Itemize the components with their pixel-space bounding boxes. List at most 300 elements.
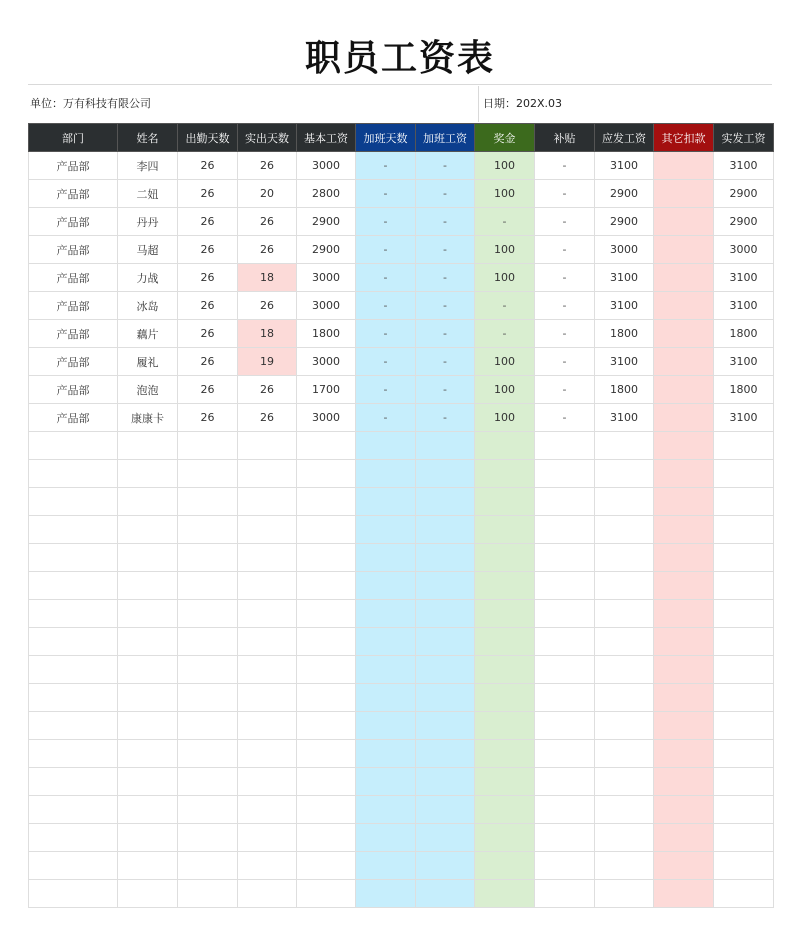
table-cell[interactable]: 产品部 — [29, 320, 118, 348]
empty-cell[interactable] — [654, 796, 714, 824]
table-cell[interactable]: - — [356, 320, 416, 348]
empty-cell[interactable] — [178, 628, 238, 656]
table-cell[interactable]: 3100 — [714, 152, 774, 180]
empty-cell[interactable] — [118, 572, 178, 600]
table-cell[interactable]: 26 — [178, 208, 238, 236]
empty-cell[interactable] — [238, 544, 297, 572]
table-cell[interactable]: 100 — [475, 404, 535, 432]
empty-cell[interactable] — [297, 600, 356, 628]
table-cell[interactable]: 26 — [178, 348, 238, 376]
empty-cell[interactable] — [475, 488, 535, 516]
empty-cell[interactable] — [654, 712, 714, 740]
table-cell[interactable]: 26 — [238, 376, 297, 404]
empty-cell[interactable] — [356, 824, 416, 852]
table-cell[interactable]: - — [535, 152, 595, 180]
table-cell[interactable]: - — [416, 152, 475, 180]
empty-cell[interactable] — [178, 796, 238, 824]
empty-cell[interactable] — [535, 852, 595, 880]
empty-cell[interactable] — [654, 740, 714, 768]
table-cell[interactable]: 1800 — [714, 376, 774, 404]
table-cell[interactable]: 100 — [475, 152, 535, 180]
empty-cell[interactable] — [29, 712, 118, 740]
empty-cell[interactable] — [416, 488, 475, 516]
table-cell[interactable]: - — [475, 208, 535, 236]
empty-cell[interactable] — [178, 432, 238, 460]
empty-cell[interactable] — [29, 432, 118, 460]
empty-cell[interactable] — [535, 880, 595, 908]
table-cell[interactable]: 3100 — [714, 348, 774, 376]
empty-cell[interactable] — [475, 768, 535, 796]
table-cell[interactable]: - — [535, 348, 595, 376]
empty-cell[interactable] — [535, 460, 595, 488]
table-cell[interactable]: 3100 — [595, 264, 654, 292]
table-cell[interactable]: - — [535, 320, 595, 348]
table-cell[interactable]: - — [416, 404, 475, 432]
table-cell[interactable]: 3100 — [595, 348, 654, 376]
empty-cell[interactable] — [595, 740, 654, 768]
table-cell[interactable]: 力战 — [118, 264, 178, 292]
empty-cell[interactable] — [475, 544, 535, 572]
table-cell[interactable]: 藕片 — [118, 320, 178, 348]
empty-cell[interactable] — [297, 824, 356, 852]
empty-cell[interactable] — [595, 572, 654, 600]
empty-cell[interactable] — [356, 880, 416, 908]
empty-cell[interactable] — [595, 712, 654, 740]
table-cell[interactable]: - — [535, 180, 595, 208]
table-cell[interactable] — [654, 152, 714, 180]
empty-cell[interactable] — [416, 796, 475, 824]
table-cell[interactable]: - — [416, 320, 475, 348]
empty-cell[interactable] — [535, 768, 595, 796]
empty-cell[interactable] — [595, 460, 654, 488]
empty-cell[interactable] — [714, 740, 774, 768]
empty-cell[interactable] — [475, 796, 535, 824]
empty-cell[interactable] — [118, 768, 178, 796]
empty-cell[interactable] — [178, 488, 238, 516]
table-cell[interactable]: 3000 — [297, 292, 356, 320]
empty-cell[interactable] — [29, 852, 118, 880]
empty-cell[interactable] — [178, 684, 238, 712]
empty-cell[interactable] — [654, 488, 714, 516]
empty-cell[interactable] — [595, 488, 654, 516]
empty-cell[interactable] — [654, 544, 714, 572]
empty-cell[interactable] — [416, 656, 475, 684]
empty-cell[interactable] — [475, 880, 535, 908]
table-cell[interactable]: 19 — [238, 348, 297, 376]
empty-cell[interactable] — [297, 712, 356, 740]
table-cell[interactable]: 26 — [178, 152, 238, 180]
empty-cell[interactable] — [178, 544, 238, 572]
empty-cell[interactable] — [178, 824, 238, 852]
empty-cell[interactable] — [356, 852, 416, 880]
table-cell[interactable] — [654, 264, 714, 292]
table-cell[interactable]: - — [356, 404, 416, 432]
empty-cell[interactable] — [595, 656, 654, 684]
table-cell[interactable]: 26 — [178, 180, 238, 208]
empty-cell[interactable] — [238, 516, 297, 544]
table-cell[interactable]: - — [416, 236, 475, 264]
empty-cell[interactable] — [654, 852, 714, 880]
table-cell[interactable]: 2900 — [714, 208, 774, 236]
table-cell[interactable] — [654, 208, 714, 236]
empty-cell[interactable] — [238, 768, 297, 796]
empty-cell[interactable] — [595, 852, 654, 880]
empty-cell[interactable] — [118, 824, 178, 852]
empty-cell[interactable] — [714, 432, 774, 460]
empty-cell[interactable] — [654, 684, 714, 712]
empty-cell[interactable] — [654, 432, 714, 460]
table-cell[interactable]: 产品部 — [29, 376, 118, 404]
empty-cell[interactable] — [238, 628, 297, 656]
table-cell[interactable]: 3000 — [297, 264, 356, 292]
table-cell[interactable]: - — [416, 292, 475, 320]
table-cell[interactable]: - — [356, 180, 416, 208]
table-cell[interactable]: - — [416, 264, 475, 292]
empty-cell[interactable] — [29, 656, 118, 684]
table-cell[interactable]: 3000 — [714, 236, 774, 264]
table-cell[interactable]: - — [356, 208, 416, 236]
table-cell[interactable]: - — [416, 180, 475, 208]
empty-cell[interactable] — [356, 768, 416, 796]
table-cell[interactable]: - — [416, 376, 475, 404]
empty-cell[interactable] — [416, 572, 475, 600]
table-cell[interactable]: 1800 — [595, 376, 654, 404]
table-cell[interactable]: 产品部 — [29, 236, 118, 264]
empty-cell[interactable] — [535, 488, 595, 516]
empty-cell[interactable] — [416, 684, 475, 712]
empty-cell[interactable] — [118, 432, 178, 460]
empty-cell[interactable] — [29, 768, 118, 796]
empty-cell[interactable] — [118, 684, 178, 712]
table-cell[interactable]: 二妞 — [118, 180, 178, 208]
empty-cell[interactable] — [416, 432, 475, 460]
empty-cell[interactable] — [416, 824, 475, 852]
empty-cell[interactable] — [654, 656, 714, 684]
empty-cell[interactable] — [356, 712, 416, 740]
empty-cell[interactable] — [356, 740, 416, 768]
table-cell[interactable]: - — [535, 236, 595, 264]
empty-cell[interactable] — [595, 796, 654, 824]
empty-cell[interactable] — [654, 516, 714, 544]
empty-cell[interactable] — [118, 852, 178, 880]
empty-cell[interactable] — [118, 488, 178, 516]
empty-cell[interactable] — [535, 796, 595, 824]
empty-cell[interactable] — [416, 516, 475, 544]
table-cell[interactable]: 3100 — [595, 292, 654, 320]
empty-cell[interactable] — [416, 628, 475, 656]
empty-cell[interactable] — [714, 544, 774, 572]
empty-cell[interactable] — [535, 432, 595, 460]
empty-cell[interactable] — [714, 488, 774, 516]
empty-cell[interactable] — [595, 432, 654, 460]
empty-cell[interactable] — [416, 740, 475, 768]
empty-cell[interactable] — [714, 460, 774, 488]
empty-cell[interactable] — [595, 824, 654, 852]
empty-cell[interactable] — [475, 432, 535, 460]
table-cell[interactable]: 3000 — [297, 348, 356, 376]
empty-cell[interactable] — [297, 880, 356, 908]
empty-cell[interactable] — [654, 880, 714, 908]
table-cell[interactable]: 马超 — [118, 236, 178, 264]
table-cell[interactable] — [654, 236, 714, 264]
empty-cell[interactable] — [356, 656, 416, 684]
table-cell[interactable]: - — [416, 348, 475, 376]
table-cell[interactable]: 2900 — [595, 180, 654, 208]
table-cell[interactable]: 产品部 — [29, 152, 118, 180]
table-cell[interactable] — [654, 404, 714, 432]
empty-cell[interactable] — [356, 488, 416, 516]
empty-cell[interactable] — [654, 600, 714, 628]
empty-cell[interactable] — [238, 796, 297, 824]
empty-cell[interactable] — [654, 572, 714, 600]
empty-cell[interactable] — [535, 712, 595, 740]
empty-cell[interactable] — [178, 740, 238, 768]
empty-cell[interactable] — [118, 880, 178, 908]
table-cell[interactable]: 26 — [178, 376, 238, 404]
empty-cell[interactable] — [297, 796, 356, 824]
empty-cell[interactable] — [475, 572, 535, 600]
table-cell[interactable]: 26 — [238, 152, 297, 180]
empty-cell[interactable] — [178, 516, 238, 544]
empty-cell[interactable] — [535, 824, 595, 852]
empty-cell[interactable] — [714, 768, 774, 796]
empty-cell[interactable] — [714, 572, 774, 600]
table-cell[interactable]: 18 — [238, 264, 297, 292]
empty-cell[interactable] — [118, 544, 178, 572]
empty-cell[interactable] — [535, 544, 595, 572]
empty-cell[interactable] — [118, 516, 178, 544]
empty-cell[interactable] — [416, 600, 475, 628]
empty-cell[interactable] — [535, 516, 595, 544]
empty-cell[interactable] — [475, 740, 535, 768]
table-cell[interactable] — [654, 320, 714, 348]
table-cell[interactable]: 3000 — [595, 236, 654, 264]
empty-cell[interactable] — [297, 768, 356, 796]
empty-cell[interactable] — [297, 628, 356, 656]
table-cell[interactable]: - — [535, 264, 595, 292]
table-cell[interactable] — [654, 180, 714, 208]
empty-cell[interactable] — [297, 460, 356, 488]
empty-cell[interactable] — [535, 600, 595, 628]
empty-cell[interactable] — [356, 600, 416, 628]
empty-cell[interactable] — [238, 852, 297, 880]
empty-cell[interactable] — [654, 628, 714, 656]
table-cell[interactable]: 2900 — [297, 236, 356, 264]
empty-cell[interactable] — [535, 656, 595, 684]
empty-cell[interactable] — [297, 572, 356, 600]
empty-cell[interactable] — [714, 684, 774, 712]
table-cell[interactable] — [654, 348, 714, 376]
table-cell[interactable]: 产品部 — [29, 264, 118, 292]
empty-cell[interactable] — [29, 516, 118, 544]
empty-cell[interactable] — [475, 460, 535, 488]
table-cell[interactable]: 3100 — [714, 264, 774, 292]
table-cell[interactable]: - — [356, 292, 416, 320]
empty-cell[interactable] — [535, 684, 595, 712]
empty-cell[interactable] — [654, 824, 714, 852]
table-cell[interactable]: 产品部 — [29, 292, 118, 320]
empty-cell[interactable] — [595, 516, 654, 544]
table-cell[interactable]: 100 — [475, 376, 535, 404]
empty-cell[interactable] — [29, 488, 118, 516]
empty-cell[interactable] — [535, 572, 595, 600]
table-cell[interactable]: 26 — [238, 404, 297, 432]
empty-cell[interactable] — [356, 628, 416, 656]
table-cell[interactable]: 100 — [475, 348, 535, 376]
table-cell[interactable]: - — [356, 348, 416, 376]
table-cell[interactable]: 2900 — [297, 208, 356, 236]
empty-cell[interactable] — [297, 516, 356, 544]
empty-cell[interactable] — [356, 684, 416, 712]
table-cell[interactable]: 100 — [475, 264, 535, 292]
empty-cell[interactable] — [714, 656, 774, 684]
table-cell[interactable]: 丹丹 — [118, 208, 178, 236]
empty-cell[interactable] — [714, 880, 774, 908]
table-cell[interactable]: 2900 — [714, 180, 774, 208]
empty-cell[interactable] — [238, 880, 297, 908]
empty-cell[interactable] — [297, 544, 356, 572]
empty-cell[interactable] — [595, 544, 654, 572]
table-cell[interactable]: - — [535, 208, 595, 236]
empty-cell[interactable] — [475, 628, 535, 656]
table-cell[interactable]: 26 — [178, 320, 238, 348]
table-cell[interactable] — [654, 376, 714, 404]
empty-cell[interactable] — [29, 796, 118, 824]
empty-cell[interactable] — [118, 796, 178, 824]
empty-cell[interactable] — [475, 824, 535, 852]
table-cell[interactable]: 26 — [238, 208, 297, 236]
empty-cell[interactable] — [238, 656, 297, 684]
empty-cell[interactable] — [178, 880, 238, 908]
empty-cell[interactable] — [178, 852, 238, 880]
empty-cell[interactable] — [238, 824, 297, 852]
table-cell[interactable]: - — [535, 292, 595, 320]
table-cell[interactable]: 1800 — [595, 320, 654, 348]
table-cell[interactable]: - — [416, 208, 475, 236]
empty-cell[interactable] — [118, 656, 178, 684]
empty-cell[interactable] — [475, 852, 535, 880]
table-cell[interactable]: 1700 — [297, 376, 356, 404]
empty-cell[interactable] — [714, 712, 774, 740]
table-cell[interactable]: 冰岛 — [118, 292, 178, 320]
empty-cell[interactable] — [535, 740, 595, 768]
table-cell[interactable]: 18 — [238, 320, 297, 348]
table-cell[interactable]: 泡泡 — [118, 376, 178, 404]
table-cell[interactable]: 3100 — [595, 152, 654, 180]
table-cell[interactable]: 20 — [238, 180, 297, 208]
empty-cell[interactable] — [29, 824, 118, 852]
empty-cell[interactable] — [595, 768, 654, 796]
empty-cell[interactable] — [416, 880, 475, 908]
table-cell[interactable]: 26 — [238, 236, 297, 264]
table-cell[interactable]: 3000 — [297, 404, 356, 432]
empty-cell[interactable] — [29, 684, 118, 712]
table-cell[interactable]: - — [356, 264, 416, 292]
table-cell[interactable]: 产品部 — [29, 404, 118, 432]
table-cell[interactable]: 1800 — [297, 320, 356, 348]
empty-cell[interactable] — [118, 740, 178, 768]
empty-cell[interactable] — [356, 544, 416, 572]
empty-cell[interactable] — [714, 628, 774, 656]
table-cell[interactable]: 26 — [178, 236, 238, 264]
empty-cell[interactable] — [238, 488, 297, 516]
empty-cell[interactable] — [356, 516, 416, 544]
empty-cell[interactable] — [595, 600, 654, 628]
empty-cell[interactable] — [714, 600, 774, 628]
table-cell[interactable]: - — [535, 376, 595, 404]
table-cell[interactable]: 26 — [238, 292, 297, 320]
empty-cell[interactable] — [356, 460, 416, 488]
empty-cell[interactable] — [29, 572, 118, 600]
empty-cell[interactable] — [416, 852, 475, 880]
table-cell[interactable]: 李四 — [118, 152, 178, 180]
table-cell[interactable]: - — [535, 404, 595, 432]
table-cell[interactable]: 3000 — [297, 152, 356, 180]
empty-cell[interactable] — [714, 824, 774, 852]
empty-cell[interactable] — [595, 628, 654, 656]
empty-cell[interactable] — [535, 628, 595, 656]
empty-cell[interactable] — [475, 516, 535, 544]
empty-cell[interactable] — [714, 516, 774, 544]
empty-cell[interactable] — [29, 628, 118, 656]
empty-cell[interactable] — [714, 796, 774, 824]
empty-cell[interactable] — [29, 880, 118, 908]
empty-cell[interactable] — [356, 432, 416, 460]
empty-cell[interactable] — [416, 768, 475, 796]
table-cell[interactable]: 3100 — [714, 292, 774, 320]
empty-cell[interactable] — [356, 572, 416, 600]
empty-cell[interactable] — [416, 712, 475, 740]
table-cell[interactable]: 26 — [178, 404, 238, 432]
empty-cell[interactable] — [178, 656, 238, 684]
table-cell[interactable]: 康康卡 — [118, 404, 178, 432]
empty-cell[interactable] — [297, 852, 356, 880]
table-cell[interactable]: - — [356, 152, 416, 180]
table-cell[interactable]: 履礼 — [118, 348, 178, 376]
empty-cell[interactable] — [475, 712, 535, 740]
empty-cell[interactable] — [29, 600, 118, 628]
empty-cell[interactable] — [475, 656, 535, 684]
empty-cell[interactable] — [238, 432, 297, 460]
empty-cell[interactable] — [416, 544, 475, 572]
empty-cell[interactable] — [238, 572, 297, 600]
empty-cell[interactable] — [654, 460, 714, 488]
empty-cell[interactable] — [238, 460, 297, 488]
table-cell[interactable]: 产品部 — [29, 208, 118, 236]
table-cell[interactable]: - — [475, 292, 535, 320]
table-cell[interactable]: 2800 — [297, 180, 356, 208]
table-cell[interactable]: - — [356, 236, 416, 264]
empty-cell[interactable] — [29, 544, 118, 572]
empty-cell[interactable] — [595, 880, 654, 908]
empty-cell[interactable] — [416, 460, 475, 488]
table-cell[interactable]: 产品部 — [29, 348, 118, 376]
empty-cell[interactable] — [238, 684, 297, 712]
empty-cell[interactable] — [297, 432, 356, 460]
empty-cell[interactable] — [29, 460, 118, 488]
empty-cell[interactable] — [714, 852, 774, 880]
table-cell[interactable]: - — [356, 376, 416, 404]
empty-cell[interactable] — [178, 572, 238, 600]
table-cell[interactable]: 2900 — [595, 208, 654, 236]
empty-cell[interactable] — [118, 460, 178, 488]
empty-cell[interactable] — [297, 740, 356, 768]
table-cell[interactable]: 26 — [178, 264, 238, 292]
empty-cell[interactable] — [475, 600, 535, 628]
table-cell[interactable]: 产品部 — [29, 180, 118, 208]
table-cell[interactable]: 100 — [475, 236, 535, 264]
empty-cell[interactable] — [297, 488, 356, 516]
